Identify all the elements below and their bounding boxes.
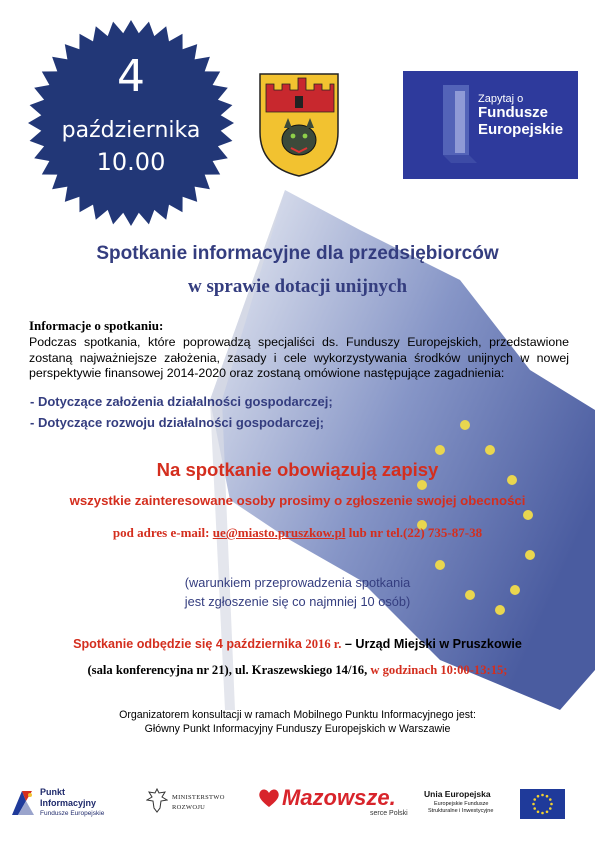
eu-star-icon [537,795,540,798]
eu-star-icon [533,807,536,810]
phone-number: lub nr tel.(22) 735-87-38 [345,525,483,540]
eu-star-icon [549,807,552,810]
footer-pi-line2: Informacyjny [40,798,97,808]
polish-eagle-icon [146,786,168,814]
footer-pi-line1: Punkt [40,787,66,797]
topic-item-1: - Dotyczące założenia działalności gospodarczej; [30,394,333,409]
punkt-informacyjny-logo-icon [10,787,36,817]
eu-star-icon [532,803,535,806]
meeting-info-line [0,637,595,652]
eu-flag-icon [520,789,565,819]
page-title: Spotkanie informacyjne dla przedsiębiorców [96,243,499,264]
footer-mazowsze-tagline: serce Polski [370,810,408,817]
registration-subtitle: wszystkie zainteresowane osoby prosimy o zgłoszenie swojej obecności [69,493,526,508]
registration-title: Na spotkanie obowiązują zapisy [156,459,439,480]
eu-star-icon [546,810,549,813]
email-link[interactable]: ue@miasto.pruszkow.pl [212,525,346,540]
meeting-year: 2016 r. [305,637,342,651]
info-body: Podczas spotkania, które poprowadzą specjaliści ds. Funduszy Europejskich, przedstawione zostaną najważniejsze założenia, zasady i cele wykorzystywania środków unijnych w nowej perspektywie finansowej 2014-2020 oraz zostaną omówione następujące zagadnienia: [29,335,569,380]
badge-day: 4 [117,51,145,102]
meeting-dash: – [341,637,356,651]
footer-ue-line2: Europejskie Fundusze [434,801,489,807]
condition-line-2: jest zgłoszenie się co najmniej 10 osób) [184,594,411,609]
fe-logo-line3: Europejskie [478,121,564,138]
organizer-line-2: Główny Punkt Informacyjny Funduszy Europejskich w Warszawie [144,723,451,735]
eu-star-icon [550,803,553,806]
footer-ministry-line2: ROZWOJU [172,804,206,811]
fe-logo-line2: Fundusze [478,104,548,121]
pruszkow-coat-of-arms-icon [258,72,340,178]
eu-star-icon [541,794,544,797]
mazowsze-heart-icon [258,788,280,808]
eu-star-icon [549,798,552,801]
address-room: (sala konferencyjna nr 21), ul. Kraszewskiego 14/16, [87,663,371,677]
page-subtitle: w sprawie dotacji unijnych [187,276,408,297]
badge-month: października [61,118,201,143]
meeting-place: Urząd Miejski w Pruszkowie [355,637,522,651]
fe-logo-line1: Zapytaj o [478,93,524,105]
eu-star-icon [546,795,549,798]
footer-ue-line1: Unia Europejska [424,789,491,799]
eu-star-icon [533,798,536,801]
eu-star-icon [537,810,540,813]
topic-item-2: - Dotyczące rozwoju działalności gospodarczej; [30,415,325,430]
footer-mazowsze-name: Mazowsze. [282,785,396,810]
footer-ministry-line1: MINISTERSTWO [172,794,225,801]
footer-pi-line3: Fundusze Europejskie [40,810,105,817]
eu-flag-background [60,150,595,710]
eu-star-icon [541,812,544,815]
contact-line [0,525,595,541]
condition-line-1: (warunkiem przeprowadzenia spotkania [184,575,411,590]
info-label: Informacje o spotkaniu: [29,318,164,333]
meeting-prefix: Spotkanie odbędzie się 4 października [73,637,306,651]
address-hours: w godzinach 10:00-13:15; [370,663,508,677]
organizer-line-1: Organizatorem konsultacji w ramach Mobilnego Punktu Informacyjnego jest: [119,709,476,721]
email-prefix: pod adres e-mail: [112,525,213,540]
address-line [0,663,595,678]
badge-time: 10.00 [96,148,166,176]
footer-ue-line3: Strukturalne i Inwestycyjne [428,808,494,814]
